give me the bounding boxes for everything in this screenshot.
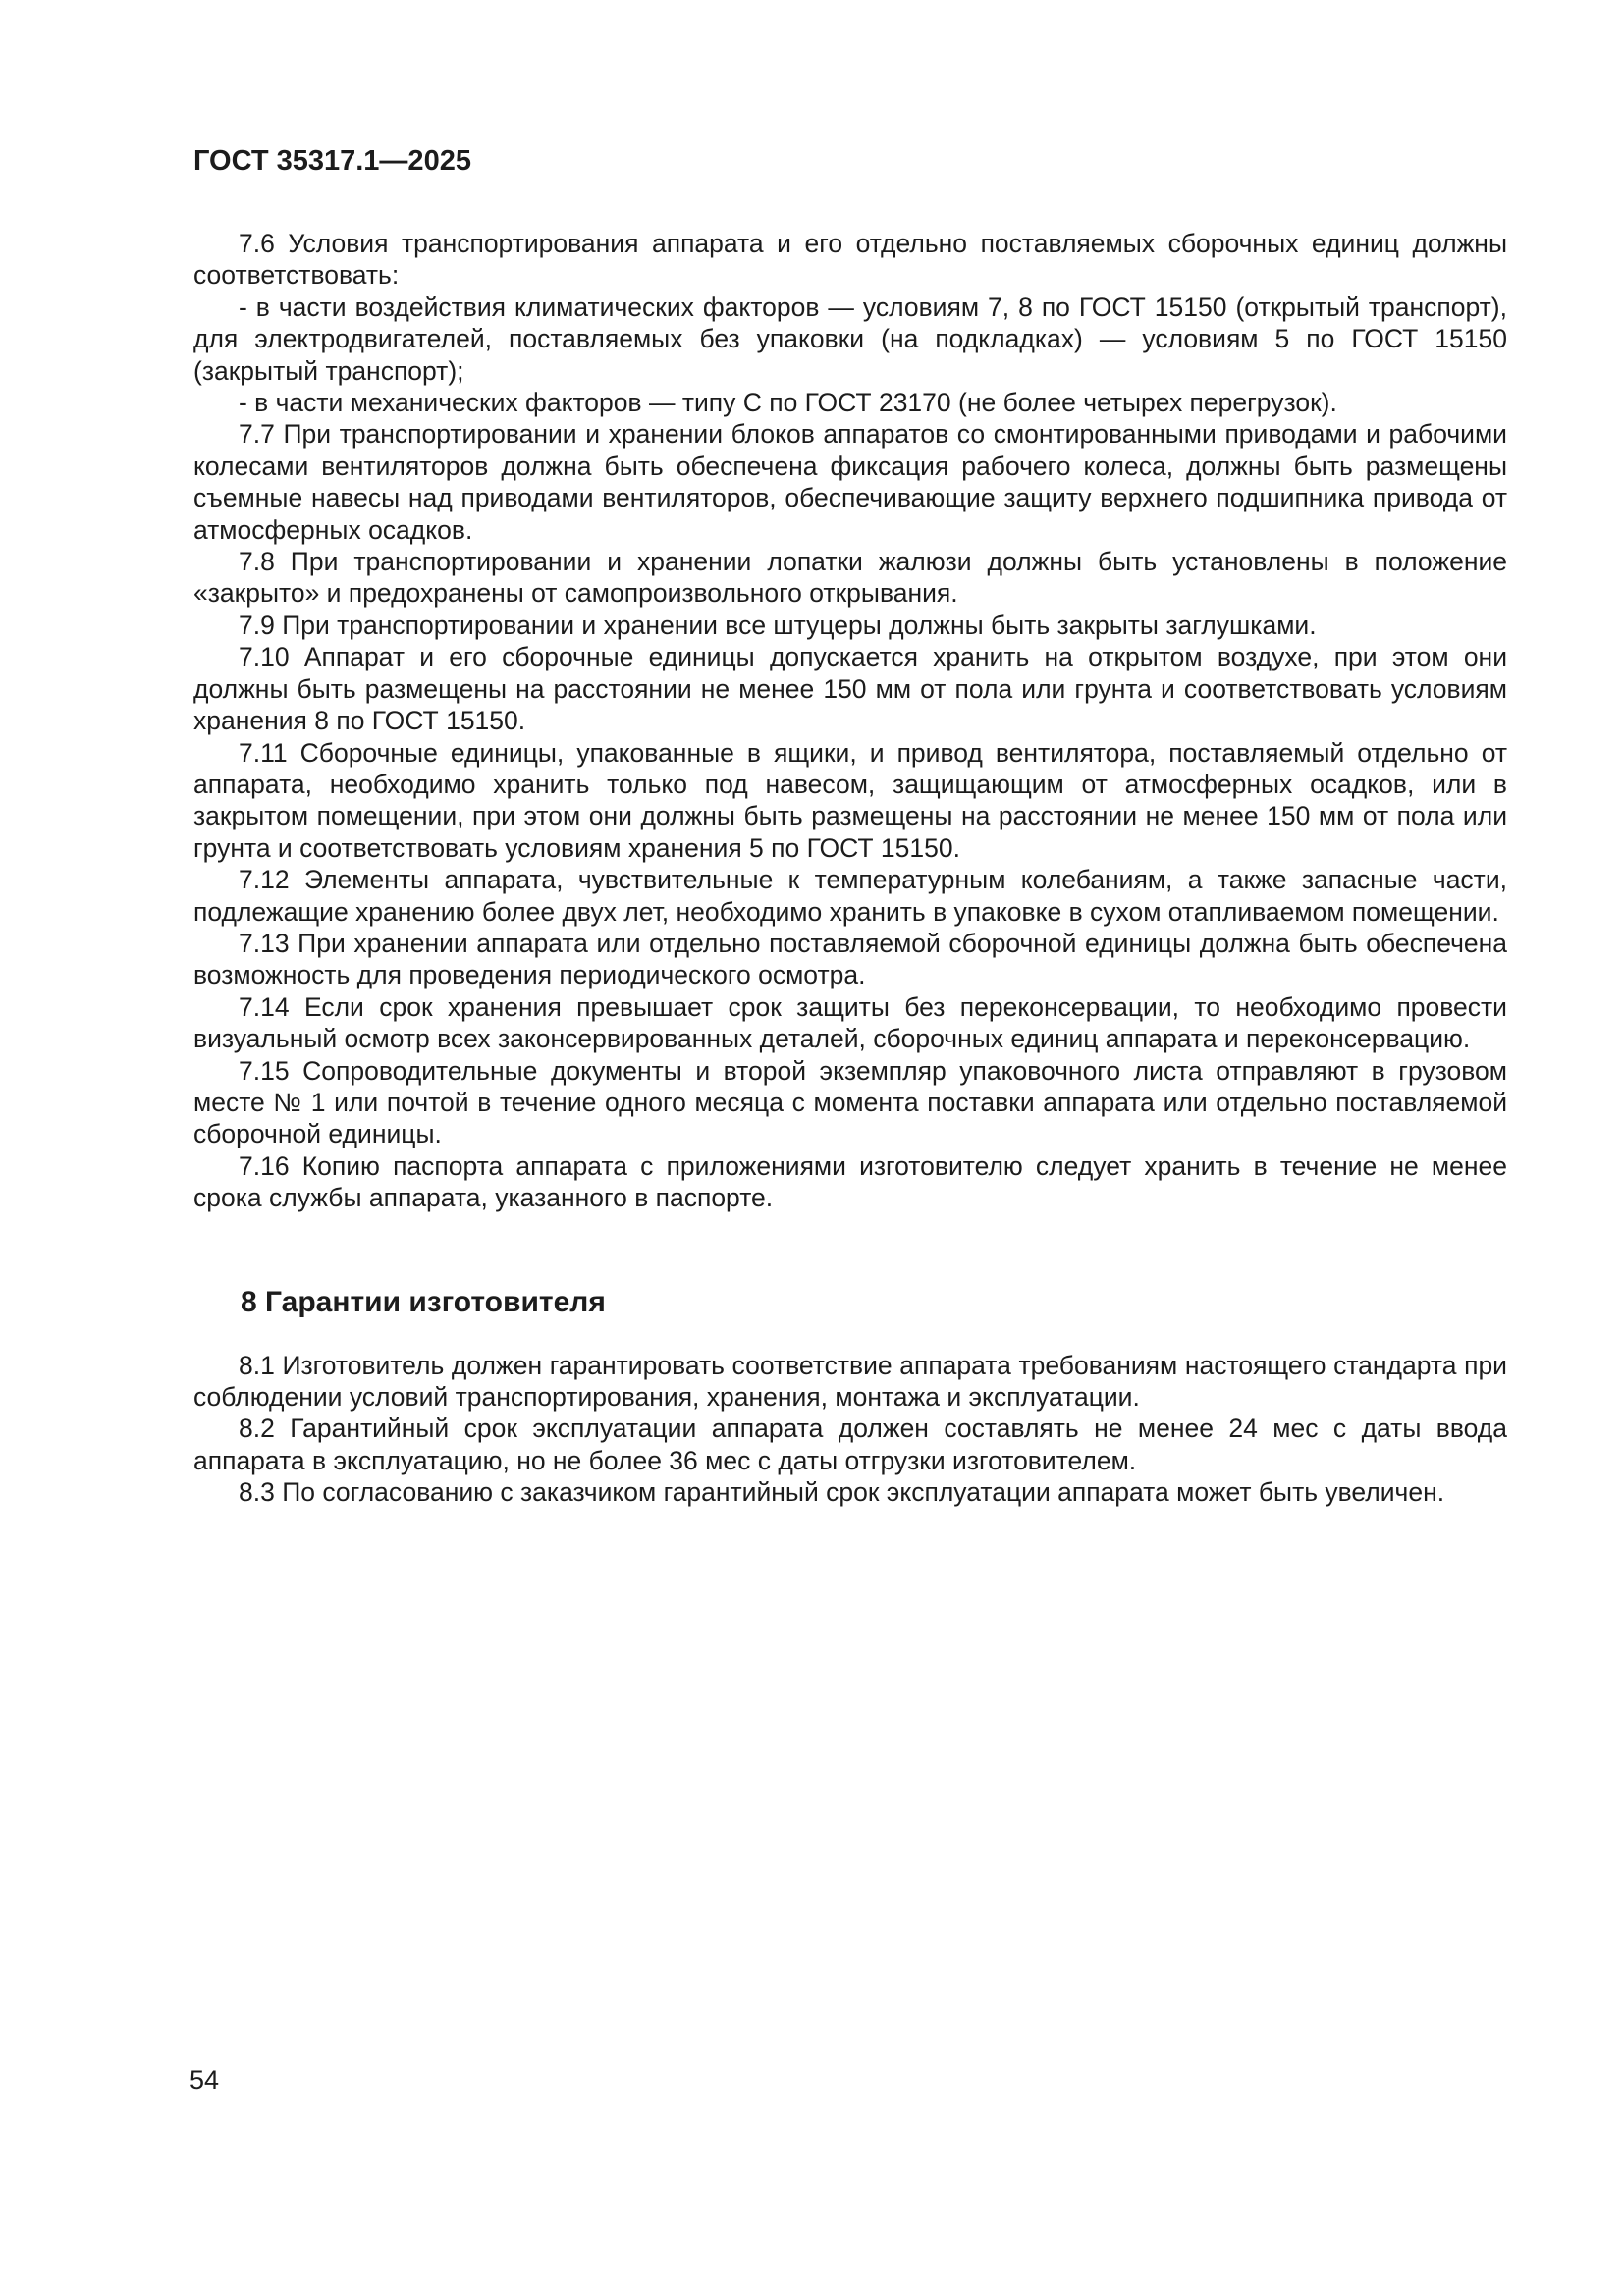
paragraph-8-3: 8.3 По согласованию с заказчиком гарантийный срок эксплуатации аппарата может быть увеличен.	[239, 1477, 1445, 1508]
paragraph-8-1: 8.1 Изготовитель должен гарантировать соответствие аппарата требованиям настоящего стандарта при соблюдении условий транспортирования, хранения, монтажа и эксплуатации.	[193, 1350, 1507, 1412]
paragraph-7-16: 7.16 Копию паспорта аппарата с приложениями изготовителю следует хранить в течение не менее срока службы аппарата, указанного в паспорте.	[193, 1150, 1507, 1213]
paragraph-7-6: 7.6 Условия транспортирования аппарата и его отдельно поставляемых сборочных единиц должны соответствовать:	[193, 229, 1507, 291]
list-item-climatic-factors: - в части воздействия климатических факторов — условиям 7, 8 по ГОСТ 15150 (открытый транспорт), для электродвигателей, поставляемых без упаковки (на подкладках) — условиям 5 по ГОСТ 15150 (закрытый транспорт);	[193, 292, 1507, 386]
section-8-heading: 8 Гарантии изготовителя	[241, 1285, 606, 1318]
paragraph-7-14: 7.14 Если срок хранения превышает срок защиты без переконсервации, то необходимо провести визуальный осмотр всех законсервированных деталей, сборочных единиц аппарата и переконсервацию.	[193, 991, 1507, 1054]
paragraph-7-13: 7.13 При хранении аппарата или отдельно поставляемой сборочной единицы должна быть обеспечена возможность для проведения периодического осмотра.	[193, 928, 1507, 990]
paragraph-7-9: 7.9 При транспортировании и хранении все штуцеры должны быть закрыты заглушками.	[239, 610, 1317, 640]
page-number: 54	[189, 2065, 220, 2095]
paragraph-7-15: 7.15 Сопроводительные документы и второй экземпляр упаковочного листа отправляют в грузовом месте № 1 или почтой в течение одного месяца с момента поставки аппарата или отдельно поставляемой сборочной единицы.	[193, 1055, 1507, 1149]
list-item-mechanical-factors: - в части механических факторов — типу С по ГОСТ 23170 (не более четырех перегрузок).	[239, 388, 1337, 418]
paragraph-7-8: 7.8 При транспортировании и хранении лопатки жалюзи должны быть установлены в положение «закрыто» и предохранены от самопроизвольного открывания.	[193, 547, 1507, 609]
paragraph-7-7: 7.7 При транспортировании и хранении блоков аппаратов со смонтированными приводами и рабочими колесами вентиляторов должна быть обеспечена фиксация рабочего колеса, должны быть размещены съемные навесы над приводами вентиляторов, обеспечивающие защиту верхнего подшипника привода от атмосферных осадков.	[193, 419, 1507, 545]
paragraph-7-12: 7.12 Элементы аппарата, чувствительные к температурным колебаниям, а также запасные части, подлежащие хранению более двух лет, необходимо хранить в упаковке в сухом отапливаемом помещении.	[193, 865, 1507, 927]
paragraph-8-2: 8.2 Гарантийный срок эксплуатации аппарата должен составлять не менее 24 мес с даты ввода аппарата в эксплуатацию, но не более 36 мес с даты отгрузки изготовителем.	[193, 1414, 1507, 1475]
paragraph-7-11: 7.11 Сборочные единицы, упакованные в ящики, и привод вентилятора, поставляемый отдельно от аппарата, необходимо хранить только под навесом, защищающим от атмосферных осадков, или в закрытом помещении, при этом они должны быть размещены на расстоянии не менее 150 мм от пола или грунта и соответствовать условиям хранения 5 по ГОСТ 15150.	[193, 737, 1507, 863]
document-body	[193, 228, 1507, 1509]
paragraph-7-10: 7.10 Аппарат и его сборочные единицы допускается хранить на открытом воздухе, при этом они должны быть размещены на расстоянии не менее 150 мм от пола или грунта и соответствовать условиям хранения 8 по ГОСТ 15150.	[193, 642, 1507, 736]
standard-number-header: ГОСТ 35317.1—2025	[193, 145, 471, 177]
